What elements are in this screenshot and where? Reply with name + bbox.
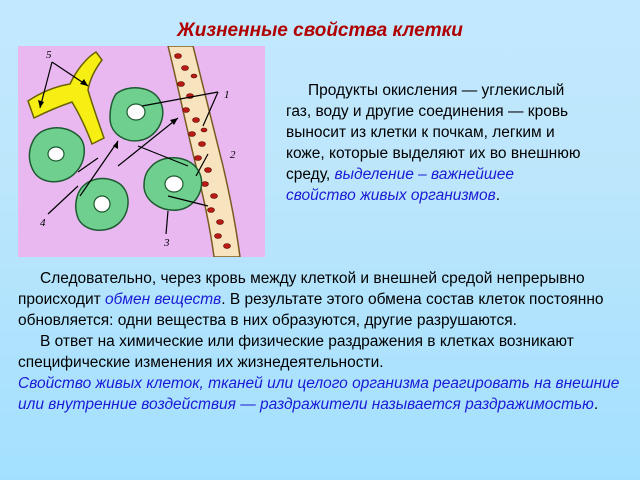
irritability-paragraph <box>18 373 626 415</box>
excretion-end: . <box>495 187 501 204</box>
metabolism-paragraph <box>18 268 626 331</box>
label-5: 5 <box>46 49 52 61</box>
metabolism-highlight: обмен веществ <box>105 291 222 308</box>
label-2: 2 <box>230 149 236 161</box>
metabolism-text-2: . В результате этого обмена состав клеток постоянно обновляется: одни вещества в них образуются, другие разрушаются. <box>18 291 604 329</box>
label-1: 1 <box>224 89 230 101</box>
label-3: 3 <box>164 237 170 249</box>
metabolism-text-1: Следовательно, через кровь между клеткой и внешней средой непрерывно происходит <box>18 270 585 308</box>
response-paragraph: В ответ на химические или физические раздражения в клетках возникают специфические изменения их жизнедеятельности. <box>18 333 574 371</box>
label-4: 4 <box>40 217 46 229</box>
slide-title: Жизненные свойства клетки <box>177 20 463 41</box>
irritability-definition: Свойство живых клеток, тканей или целого организма реагировать на внешние или внутренние воздействия — раздражители называется раздражимостью <box>18 375 620 413</box>
cell-illustration <box>18 46 265 257</box>
irritability-end: . <box>593 396 599 413</box>
body-text <box>18 268 626 415</box>
excretion-text: Продукты окисления — углекислый газ, воду и другие соединения — кровь выносит из клетки к почкам, легким и коже, которые выделяют их во внешнюю среду, <box>286 82 581 183</box>
excretion-highlight: выделение – важнейшее свойство живых организмов <box>286 166 514 204</box>
excretion-paragraph <box>286 80 586 206</box>
